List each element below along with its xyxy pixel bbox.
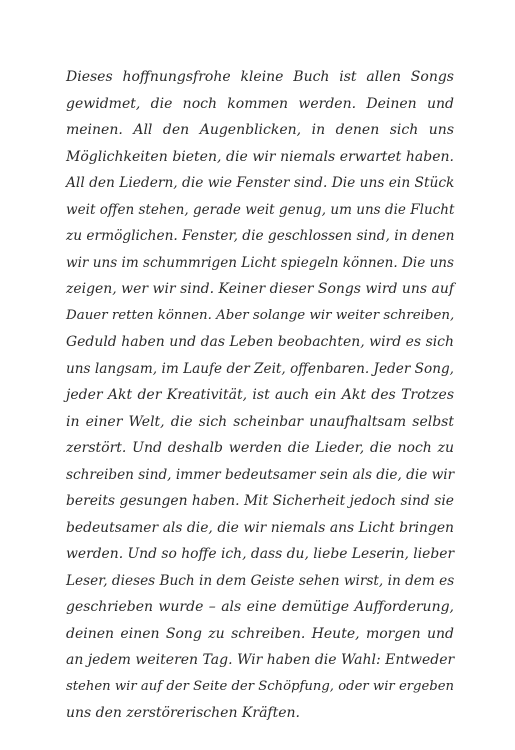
text-line: Dieses hoffnungsfrohe kleine Buch ist allen Songs (66, 69, 454, 85)
text-line: Dauer retten können. Aber solange wir weiter schreiben, (66, 307, 455, 323)
text-line: All den Liedern, die wie Fenster sind. Die uns ein Stück (66, 175, 455, 191)
text-line: bedeutsamer als die, die wir niemals ans Licht bringen (66, 519, 454, 536)
dedication-paragraph (66, 64, 454, 727)
text-line: gewidmet, die noch kommen werden. Deinen und (66, 95, 454, 112)
text-line: meinen. All den Augenblicken, in denen sich uns (66, 122, 454, 138)
text-line: werden. Und so hoffe ich, dass du, liebe Leserin, lieber (66, 546, 455, 562)
text-line: deinen einen Song zu schreiben. Heute, morgen und (66, 625, 454, 642)
text-line: in einer Welt, die sich scheinbar unaufhaltsam selbst (66, 413, 454, 430)
text-line: weit offen stehen, gerade weit genug, um uns die Flucht (66, 201, 455, 218)
text-line: bereits gesungen haben. Mit Sicherheit jedoch sind sie (66, 493, 454, 509)
text-line: stehen wir auf der Seite der Schöpfung, oder wir ergeben (66, 678, 454, 694)
text-line: Geduld haben und das Leben beobachten, wird es sich (66, 334, 454, 350)
text-line: schreiben sind, immer bedeutsamer sein als die, die wir (66, 466, 455, 483)
text-line: Leser, dieses Buch in dem Geiste sehen wirst, in dem es (66, 572, 455, 589)
text-line: uns langsam, im Laufe der Zeit, offenbaren. Jeder Song, (66, 360, 454, 377)
text-line: geschrieben wurde – als eine demütige Aufforderung, (66, 599, 454, 615)
text-line: an jedem weiteren Tag. Wir haben die Wahl: Entweder (66, 652, 455, 668)
text-line: zerstört. Und deshalb werden die Lieder, die noch zu (66, 440, 454, 456)
text-line: wir uns im schummrigen Licht spiegeln können. Die uns (66, 254, 454, 271)
text-line: zeigen, wer wir sind. Keiner dieser Songs wird uns auf (66, 281, 454, 297)
text-line: Möglichkeiten bieten, die wir niemals erwartet haben. (66, 148, 454, 165)
text-line: zu ermöglichen. Fenster, die geschlossen sind, in denen (66, 228, 455, 244)
text-line: uns den zerstörerischen Kräften. (66, 705, 300, 721)
text-line: jeder Akt der Kreativität, ist auch ein Akt des Trotzes (66, 387, 454, 403)
